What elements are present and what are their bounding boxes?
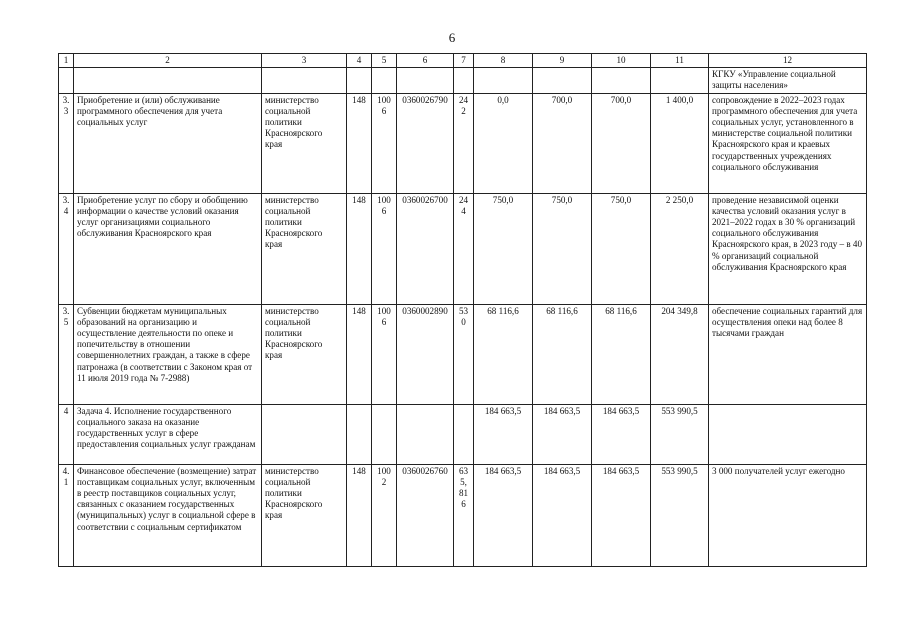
amount-total (651, 68, 709, 94)
section-code: 1006 (372, 305, 397, 405)
section-code (372, 68, 397, 94)
column-number: 9 (533, 54, 592, 68)
expected-result: обеспечение социальных гарантий для осуществления опеки над более 8 тысячами граждан (709, 305, 867, 405)
table-row (59, 405, 867, 465)
measure-name: Задача 4. Исполнение государственного социального заказа на оказание государственных услуг в сфере предоставления социальных услуг гражданам (74, 405, 262, 465)
executor: министерство социальной политики Красноярского края (262, 465, 347, 567)
amount-year-2: 68 116,6 (533, 305, 592, 405)
measure-name (74, 68, 262, 94)
grbs-code: 148 (347, 94, 372, 194)
amount-year-1: 750,0 (474, 194, 533, 305)
table-row (59, 194, 867, 305)
amount-total: 553 990,5 (651, 465, 709, 567)
column-number-row (59, 54, 867, 68)
section-code: 1006 (372, 194, 397, 305)
grbs-code: 148 (347, 194, 372, 305)
table-row (59, 68, 867, 94)
column-number: 11 (651, 54, 709, 68)
expense-type (454, 68, 474, 94)
grbs-code (347, 405, 372, 465)
program-table (58, 53, 867, 567)
section-code: 1006 (372, 94, 397, 194)
target-article: 0360026760 (397, 465, 454, 567)
amount-total: 2 250,0 (651, 194, 709, 305)
row-number: 4.1 (59, 465, 74, 567)
expected-result: 3 000 получателей услуг ежегодно (709, 465, 867, 567)
row-number: 3.3 (59, 94, 74, 194)
amount-year-1 (474, 68, 533, 94)
amount-year-1: 184 663,5 (474, 405, 533, 465)
row-number (59, 68, 74, 94)
table-row (59, 305, 867, 405)
measure-name: Приобретение услуг по сбору и обобщению информации о качестве условий оказания услуг организациями социального обслуживания Красноярского края (74, 194, 262, 305)
measure-name: Приобретение и (или) обслуживание программного обеспечения для учета социальных услуг (74, 94, 262, 194)
measure-name: Финансовое обеспечение (возмещение) затрат поставщикам социальных услуг, включенным в реестр поставщиков социальных услуг, связанных с оказанием государственных (муниципальных) услуг в социальной сфере в соответствии с социальным сертификатом (74, 465, 262, 567)
grbs-code: 148 (347, 305, 372, 405)
amount-year-3: 184 663,5 (592, 405, 651, 465)
row-number: 3.5 (59, 305, 74, 405)
amount-year-2: 750,0 (533, 194, 592, 305)
section-code: 1002 (372, 465, 397, 567)
expense-type: 530 (454, 305, 474, 405)
table-row (59, 465, 867, 567)
amount-year-2: 184 663,5 (533, 465, 592, 567)
column-number: 12 (709, 54, 867, 68)
amount-year-1: 68 116,6 (474, 305, 533, 405)
column-number: 1 (59, 54, 74, 68)
executor: министерство социальной политики Красноярского края (262, 94, 347, 194)
expected-result: сопровождение в 2022–2023 годах программного обеспечения для учета социальных услуг, установленного в министерстве социальной политики Красноярского края и краевых государственных учреждениях социального обслуживания (709, 94, 867, 194)
executor (262, 405, 347, 465)
executor: министерство социальной политики Красноярского края (262, 305, 347, 405)
section-code (372, 405, 397, 465)
expected-result (709, 405, 867, 465)
executor (262, 68, 347, 94)
amount-year-3 (592, 68, 651, 94)
amount-year-3: 68 116,6 (592, 305, 651, 405)
column-number: 4 (347, 54, 372, 68)
target-article (397, 405, 454, 465)
amount-total: 204 349,8 (651, 305, 709, 405)
amount-total: 1 400,0 (651, 94, 709, 194)
expense-type (454, 405, 474, 465)
expense-type: 244 (454, 194, 474, 305)
row-number: 3.4 (59, 194, 74, 305)
column-number: 5 (372, 54, 397, 68)
column-number: 6 (397, 54, 454, 68)
page-number: 6 (448, 30, 456, 45)
amount-year-3: 750,0 (592, 194, 651, 305)
column-number: 10 (592, 54, 651, 68)
column-number: 8 (474, 54, 533, 68)
amount-year-2: 700,0 (533, 94, 592, 194)
target-article (397, 68, 454, 94)
expected-result: КГКУ «Управление социальной защиты населения» (709, 68, 867, 94)
amount-year-1: 184 663,5 (474, 465, 533, 567)
expense-type: 635, 816 (454, 465, 474, 567)
amount-year-3: 184 663,5 (592, 465, 651, 567)
amount-year-3: 700,0 (592, 94, 651, 194)
grbs-code: 148 (347, 465, 372, 567)
executor: министерство социальной политики Красноярского края (262, 194, 347, 305)
measure-name: Субвенции бюджетам муниципальных образований на организацию и осуществление деятельности по опеке и попечительству в отношении совершеннолетних граждан, а также в сфере патронажа (в соответствии с Законом края от 11 июля 2019 года № 7-2988) (74, 305, 262, 405)
row-number: 4 (59, 405, 74, 465)
target-article: 0360026700 (397, 194, 454, 305)
amount-year-2 (533, 68, 592, 94)
amount-total: 553 990,5 (651, 405, 709, 465)
grbs-code (347, 68, 372, 94)
expense-type: 242 (454, 94, 474, 194)
amount-year-2: 184 663,5 (533, 405, 592, 465)
table-row (59, 94, 867, 194)
column-number: 2 (74, 54, 262, 68)
column-number: 7 (454, 54, 474, 68)
target-article: 0360002890 (397, 305, 454, 405)
column-number: 3 (262, 54, 347, 68)
expected-result: проведение независимой оценки качества условий оказания услуг в 2021–2022 годах в 30 % организаций социального обслуживания Красноярского края, в 2023 году – в 40 % организаций социальной обслуживания Красноярского края (709, 194, 867, 305)
amount-year-1: 0,0 (474, 94, 533, 194)
target-article: 0360026790 (397, 94, 454, 194)
